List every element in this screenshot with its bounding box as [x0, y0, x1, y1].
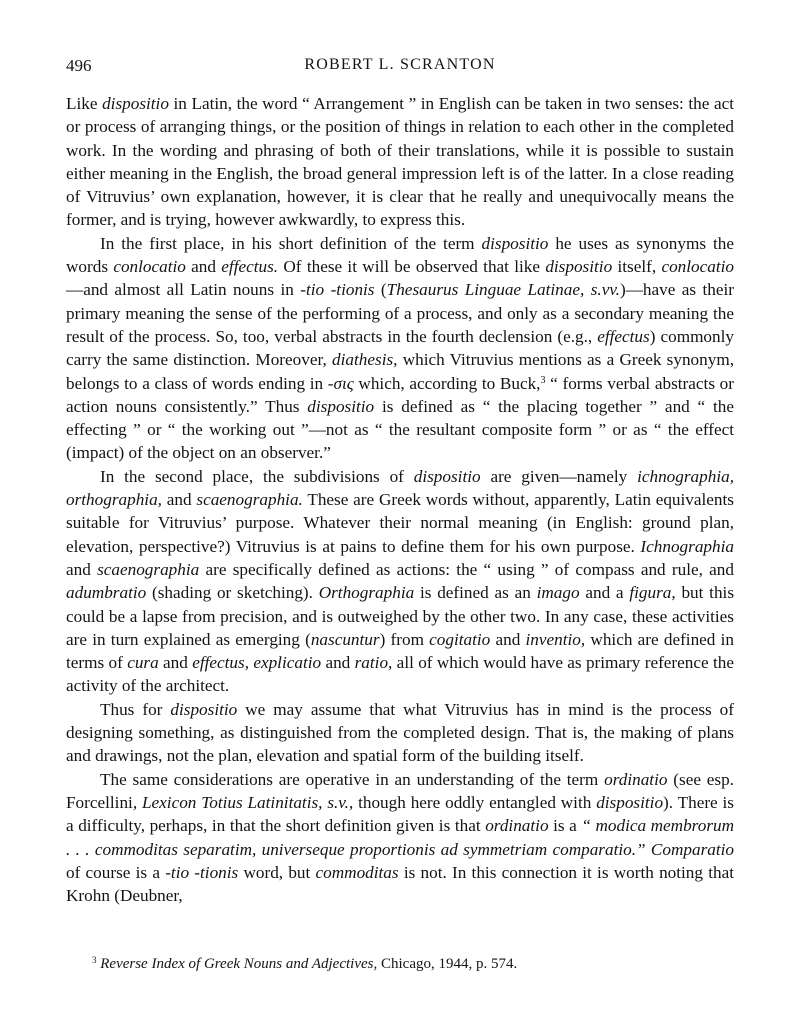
text-run: and a — [579, 583, 630, 603]
italic-text: commoditas — [315, 862, 399, 882]
italic-text: dispositio — [545, 257, 613, 277]
italic-text: diathesis, — [332, 350, 398, 370]
footnote — [92, 954, 732, 974]
text-run: (shading or sketching). — [146, 583, 319, 603]
italic-text: Thesaurus Linguae Latinae, s.vv. — [386, 280, 620, 300]
footnote-marker: 3 — [540, 374, 546, 386]
italic-text: Reverse Index of Greek Nouns and Adjectives, — [100, 956, 378, 972]
paragraph-1 — [66, 92, 734, 232]
text-run: are specifically defined as actions: the “ using ” of compass and rule, and — [199, 559, 734, 579]
text-run: which are defined in terms of — [66, 629, 734, 673]
text-run: and — [161, 490, 197, 510]
italic-text: ordinatio — [604, 769, 668, 789]
italic-text: “ modica membrorum . . . commoditas separatim, universeque proportionis ad symmetriam comparatio.” Comparatio — [66, 816, 735, 859]
italic-text: cogitatio — [429, 629, 491, 649]
italic-text: scaenographia — [97, 559, 200, 579]
text-run: is defined as an — [414, 583, 537, 603]
italic-text: Lexicon Totius Latinitatis, s.v. — [141, 792, 349, 812]
paragraph-4 — [66, 698, 734, 768]
italic-text: ichnographia, orthographia, — [66, 466, 734, 510]
text-run: he uses as synonyms the words — [66, 233, 735, 277]
text-run: is a — [548, 816, 582, 836]
italic-text: ratio, — [354, 653, 393, 673]
text-run: and — [185, 257, 222, 277]
italic-text: figura, — [629, 583, 676, 603]
text-run: ). There is a difficulty, perhaps, in that the short definition given is that — [66, 792, 734, 836]
footnote-marker: 3 — [92, 955, 97, 965]
italic-text: adumbratio — [66, 583, 147, 603]
text-run: Chicago, 1944, p. 574. — [377, 956, 518, 972]
italic-text: dispositio — [102, 94, 169, 113]
text-run: but this could be a lapse from precision, and is outweighed by the other two. In any case, these activities are in turn explained as emerging ( — [66, 583, 735, 649]
page-number: 496 — [66, 56, 92, 75]
italic-text: dispositio — [413, 466, 481, 486]
italic-text: Orthographia — [318, 583, 415, 603]
italic-text: conlocatio — [661, 257, 734, 277]
text-run: ) from — [379, 629, 430, 649]
body-text — [66, 92, 734, 907]
text-run: Like — [66, 94, 103, 113]
italic-text: -tio -tionis — [165, 862, 239, 882]
text-run: “ forms verbal abstracts or action nouns consistently.” Thus — [66, 373, 734, 416]
text-run: we may assume that what Vitruvius has in mind is the process of designing something, as distinguished from the completed design. That is, the making of plans and drawings, not the plan, elevation and spatial form of the building itself. — [66, 699, 734, 766]
italic-text: effectus — [597, 326, 650, 346]
italic-text: conlocatio — [113, 257, 186, 277]
text-run: and — [490, 629, 526, 649]
italic-text: effectus. — [221, 257, 279, 277]
italic-text: cura — [127, 653, 159, 673]
text-run: word, but — [238, 862, 316, 882]
running-title: ROBERT L. SCRANTON — [304, 56, 496, 73]
text-run: (see esp. Forcellini, — [66, 769, 734, 812]
text-run: which, according to Buck, — [353, 373, 541, 393]
italic-text: scaenographia. — [196, 490, 303, 510]
text-run: In the second place, the subdivisions of — [100, 466, 414, 486]
italic-text: imago — [536, 583, 580, 603]
italic-text: dispositio — [481, 233, 549, 253]
text-run: itself, — [612, 257, 662, 277]
paragraph-5 — [66, 768, 734, 908]
italic-text: dispositio — [307, 396, 375, 416]
text-run: are given—namely — [480, 466, 638, 486]
italic-text: inventio, — [525, 629, 586, 649]
text-run: ) commonly carry the same distinction. Moreover, — [66, 326, 734, 370]
text-run: of course is a — [66, 862, 166, 882]
text-run: Thus for — [100, 699, 171, 719]
text-run: , though here oddly entangled with — [348, 792, 597, 812]
paragraph-2 — [66, 232, 734, 465]
text-run: is not. In this connection it is worth noting that Krohn (Deubner, — [66, 862, 734, 906]
italic-text: -tio -tionis — [300, 280, 375, 300]
italic-text: ordinatio — [485, 816, 549, 836]
text-run: —and almost all Latin nouns in — [66, 280, 301, 300]
text-run: Of these it will be observed that like — [278, 257, 546, 277]
text-run: all of which would have as primary reference the activity of the architect. — [66, 653, 734, 696]
text-run: in Latin, the word “ Arrangement ” in English can be taken in two senses: the act or process of arranging things, or the position of things in relation to each other in the completed work. In the wording and phrasing of both of their translations, while it is possible to sustain either meaning in the English, the broad general impression left is of the latter. In a close reading of Vitruvius’ own explanation, however, it is clear that he really and unequivocally means the former, and is trying, however awkwardly, to express this. — [66, 94, 734, 230]
text-run: )—have as their primary meaning the sense of the performing of a process, and only as a secondary meaning the result of the process. So, too, verbal abstracts in the fourth declension (e.g., — [66, 280, 735, 346]
italic-text: nascuntur — [310, 629, 380, 649]
italic-text: -σις — [327, 373, 354, 393]
text-run: is defined as “ the placing together ” and “ the effecting ” or “ the working out ”—not as “ the resultant composite form ” or as “ the effect (impact) of the object on an observer.” — [66, 396, 734, 463]
page-header — [66, 56, 734, 80]
text-run: and — [158, 653, 193, 673]
text-run: which Vitruvius mentions as a Greek synonym, belongs to a class of words ending in — [66, 350, 734, 393]
text-run: The same considerations are operative in an understanding of the term — [100, 769, 605, 789]
paragraph-3 — [66, 465, 734, 698]
italic-text: Ichnographia — [640, 536, 734, 556]
text-run: In the first place, in his short definition of the term — [100, 233, 482, 253]
italic-text: dispositio — [596, 792, 664, 812]
text-run: and — [321, 653, 355, 673]
text-run: and — [66, 559, 98, 579]
text-run: These are Greek words without, apparently, Latin equivalents suitable for Vitruvius’ purpose. Whatever their normal meaning (in English: ground plan, elevation, perspective?) Vitruvius is at pains to define them for his own purpose. — [66, 490, 734, 556]
text-run: ( — [374, 280, 387, 300]
italic-text: dispositio — [170, 699, 238, 719]
italic-text: effectus, explicatio — [192, 653, 322, 673]
